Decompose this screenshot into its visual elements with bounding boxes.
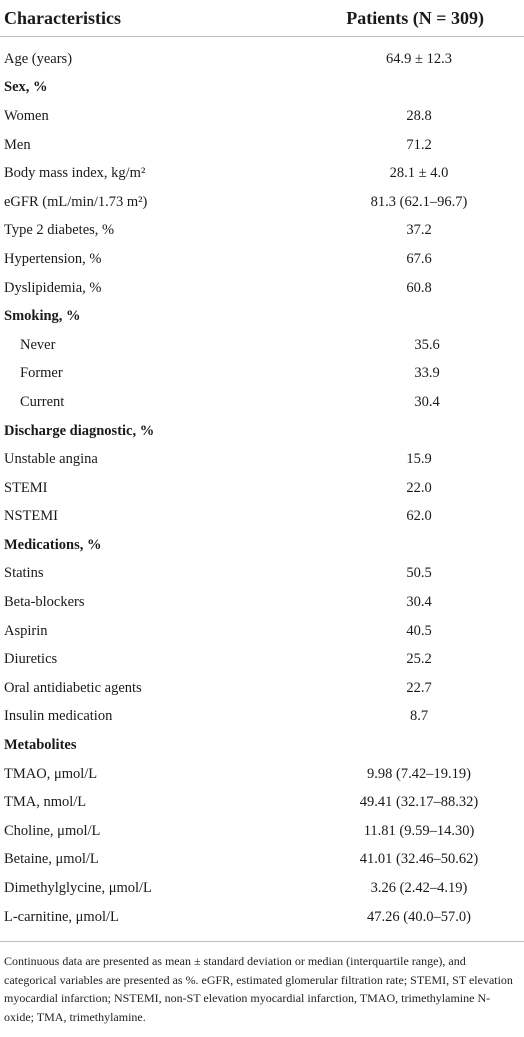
table-row [0,474,524,503]
row-label: Statins [4,565,44,582]
row-value: 67.6 [406,250,432,267]
table-header [0,0,524,37]
header-characteristics: Characteristics [4,7,121,28]
row-value: 47.26 (40.0–57.0) [367,908,471,925]
table-row [0,560,524,589]
section-row [0,731,524,760]
table-row [0,645,524,674]
table-row [0,788,524,817]
row-value: 40.5 [406,622,432,639]
row-label: Dimethylglycine, μmol/L [4,880,152,897]
section-row [0,417,524,446]
row-value: 64.9 ± 12.3 [386,50,452,67]
header-patients: Patients (N = 309) [346,7,484,28]
row-label: Age (years) [4,50,73,67]
row-value: 28.1 ± 4.0 [389,165,449,182]
row-value: 8.7 [409,708,429,725]
row-label: L-carnitine, μmol/L [4,908,119,925]
row-label: Metabolites [4,737,77,754]
row-value: 22.0 [406,479,432,496]
table-row [0,102,524,131]
row-value: 9.98 (7.42–19.19) [367,765,471,782]
table-row [0,817,524,846]
row-value: 50.5 [406,565,432,582]
row-label: STEMI [4,479,48,496]
row-label: TMAO, μmol/L [4,765,98,782]
row-label: Never [20,336,56,353]
table-row [0,674,524,703]
row-value: 30.4 [414,393,440,410]
table-row [0,760,524,789]
table-row [0,45,524,74]
row-label: Insulin medication [4,708,113,725]
row-value: 33.9 [414,365,440,382]
table-row [0,388,524,417]
section-row [0,74,524,103]
table-footnote: Continuous data are presented as mean ± standard deviation or median (interquartile range), and categorical variables are presented as %. eGFR, estimated glomerular filtration rate; STEMI, ST elevation myocardial infarction; NSTEMI, non-ST elevation myocardial infarction, TMAO, trimethylamine N-oxide; TMA, trimethylamine. [4,954,513,1024]
row-label: TMA, nmol/L [4,794,87,811]
row-label: Choline, μmol/L [4,822,101,839]
row-value: 81.3 (62.1–96.7) [370,193,468,210]
section-row [0,302,524,331]
table-row [0,588,524,617]
row-value: 30.4 [406,594,432,611]
table-row [0,445,524,474]
row-label: Current [20,393,65,410]
row-label: Dyslipidemia, % [4,279,102,296]
row-value: 28.8 [406,107,432,124]
row-label: Oral antidiabetic agents [4,679,142,696]
row-label: Medications, % [4,536,102,553]
row-label: NSTEMI [4,508,58,525]
table-body [0,37,524,931]
row-label: Unstable angina [4,451,98,468]
row-value: 41.01 (32.46–50.62) [359,851,479,868]
table-row [0,874,524,903]
row-value: 35.6 [414,336,440,353]
row-value: 37.2 [406,222,432,239]
table-row [0,360,524,389]
row-label: Type 2 diabetes, % [4,222,115,239]
table-row [0,245,524,274]
table-row [0,503,524,532]
row-label: Men [4,136,31,153]
row-value: 22.7 [406,679,432,696]
row-label: Body mass index, kg/m² [4,165,146,182]
row-value: 15.9 [406,451,432,468]
row-value: 60.8 [406,279,432,296]
row-value: 71.2 [406,136,432,153]
table-row [0,903,524,932]
row-label: Women [4,107,49,124]
table-row [0,131,524,160]
row-value: 25.2 [406,651,432,668]
table-row [0,188,524,217]
table-row [0,217,524,246]
row-label: eGFR (mL/min/1.73 m²) [4,193,148,210]
table-row [0,274,524,303]
row-value: 62.0 [406,508,432,525]
section-row [0,531,524,560]
row-label: Betaine, μmol/L [4,851,99,868]
row-label: Smoking, % [4,308,81,325]
table-row [0,617,524,646]
table-row [0,846,524,875]
row-label: Former [20,365,63,382]
row-label: Beta-blockers [4,594,85,611]
row-value: 3.26 (2.42–4.19) [370,880,468,897]
row-label: Discharge diagnostic, % [4,422,155,439]
row-label: Diuretics [4,651,58,668]
row-label: Aspirin [4,622,48,639]
table-row [0,159,524,188]
table-row [0,703,524,732]
table-row [0,331,524,360]
row-value: 11.81 (9.59–14.30) [363,822,475,839]
row-label: Hypertension, % [4,250,102,267]
row-label: Sex, % [4,79,48,96]
row-value: 49.41 (32.17–88.32) [359,794,479,811]
